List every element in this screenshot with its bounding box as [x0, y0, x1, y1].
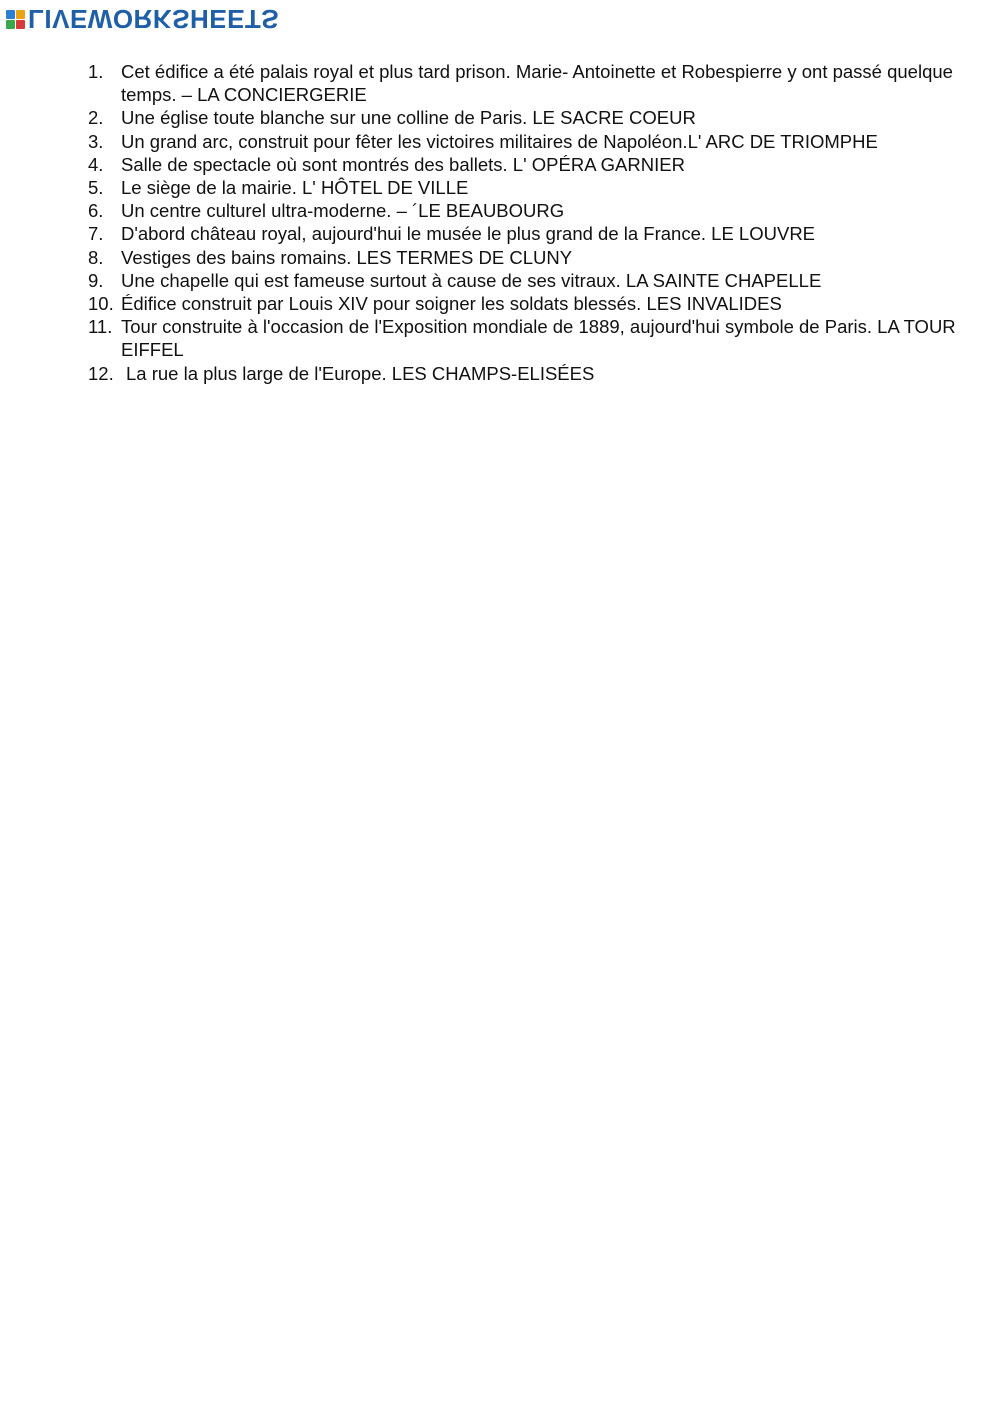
liveworksheets-logo — [6, 4, 279, 34]
list-item — [88, 292, 968, 315]
item-text: Édifice construit par Louis XIV pour soigner les soldats blessés. LES INVALIDES — [121, 293, 782, 315]
list-item — [88, 130, 968, 153]
item-number: 10. — [88, 293, 114, 315]
item-number: 4. — [88, 153, 104, 175]
item-number: 7. — [88, 223, 104, 245]
logo-blocks-icon — [6, 10, 25, 29]
item-text: Le siège de la mairie. L' HÔTEL DE VILLE — [121, 177, 469, 199]
item-text: La rue la plus large de l'Europe. LES CHAMPS-ELISÉES — [126, 362, 595, 384]
question-list — [88, 60, 968, 385]
item-text: Tour construite à l'occasion de l'Exposition mondiale de 1889, aujourd'hui symbole de Paris. LA TOUR EIFFEL — [121, 316, 956, 361]
list-item — [88, 315, 968, 361]
item-number: 6. — [88, 200, 104, 222]
logo-block-green — [6, 20, 15, 29]
item-number: 3. — [88, 130, 104, 152]
item-text: D'abord château royal, aujourd'hui le musée le plus grand de la France. LE LOUVRE — [121, 223, 816, 245]
item-number: 1. — [88, 61, 104, 82]
item-number: 8. — [88, 246, 104, 268]
item-text: Salle de spectacle où sont montrés des ballets. L' OPÉRA GARNIER — [121, 153, 685, 175]
list-item — [88, 106, 968, 129]
list-item — [88, 246, 968, 269]
item-text: Un grand arc, construit pour fêter les victoires militaires de Napoléon.L' ARC DE TRIOMPHE — [121, 130, 878, 152]
item-text: Un centre culturel ultra-moderne. – ´LE BEAUBOURG — [121, 200, 565, 222]
item-number: 12. — [88, 362, 114, 384]
logo-block-orange — [16, 10, 25, 19]
item-text: Cet édifice a été palais royal et plus tard prison. Marie- Antoinette et Robespierre y ont passé quelque temps. – LA CONCIERGERIE — [121, 61, 953, 106]
list-item — [88, 153, 968, 176]
logo-block-blue — [6, 10, 15, 19]
item-text: Vestiges des bains romains. LES TERMES DE CLUNY — [121, 246, 573, 268]
item-number: 2. — [88, 107, 104, 129]
item-number: 11. — [88, 316, 113, 338]
list-item — [88, 269, 968, 292]
logo-block-red — [16, 20, 25, 29]
item-text: Une chapelle qui est fameuse surtout à cause de ses vitraux. LA SAINTE CHAPELLE — [121, 269, 822, 291]
item-text: Une église toute blanche sur une colline de Paris. LE SACRE COEUR — [121, 107, 696, 129]
list-item — [88, 199, 968, 222]
item-number: 5. — [88, 177, 104, 199]
logo-wordmark: LIVEWORKSHEETS — [28, 4, 280, 34]
list-item — [88, 176, 968, 199]
list-item — [88, 60, 968, 106]
list-item — [88, 362, 968, 385]
list-item — [88, 222, 968, 245]
item-number: 9. — [88, 269, 104, 291]
